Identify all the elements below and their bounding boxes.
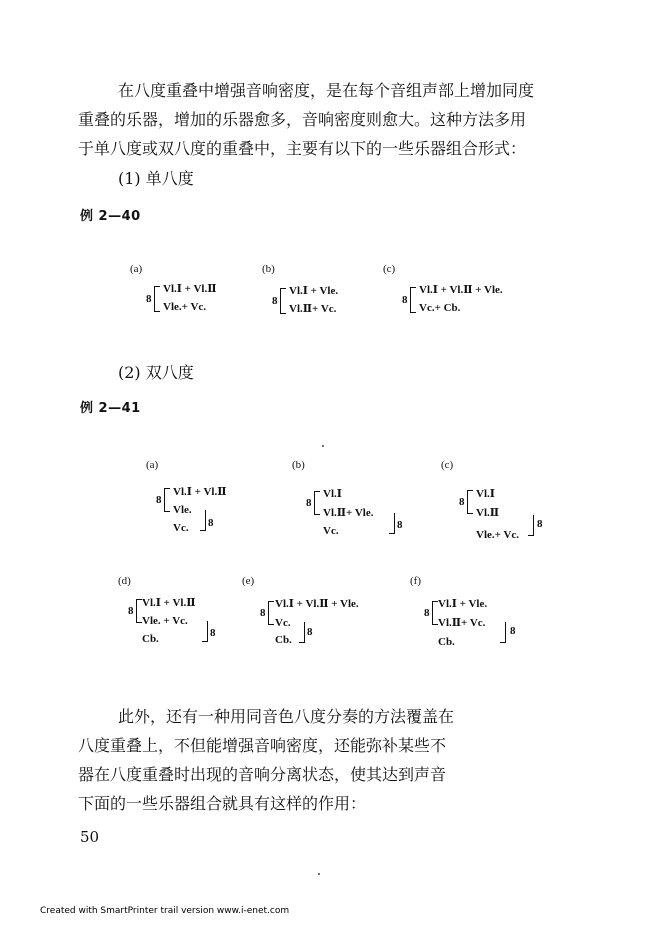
example-label-2-40: 例 2—40 xyxy=(80,209,141,224)
closing-line-1: 此外，还有一种用同音色八度分奏的方法覆盖在 xyxy=(118,707,455,726)
octave-mark: 8 xyxy=(272,295,278,307)
octave-mark: 8 xyxy=(146,293,152,305)
octave-mark: 8 xyxy=(210,627,216,639)
instrument-line: Vl.Ⅰ xyxy=(323,488,342,500)
bracket xyxy=(410,287,416,313)
bracket xyxy=(200,510,206,531)
example-tag: (a) xyxy=(146,459,159,471)
bracket xyxy=(528,515,534,536)
bracket xyxy=(314,491,320,515)
instrument-line: Vl.Ⅰ + Vl.Ⅱ + Vle. xyxy=(419,284,503,296)
bracket xyxy=(164,488,170,512)
octave-mark: 8 xyxy=(459,496,465,508)
instrument-line: Vc. xyxy=(323,525,339,537)
bracket xyxy=(154,286,160,312)
instrument-line: Vc.+ Cb. xyxy=(419,302,461,314)
octave-mark: 8 xyxy=(537,518,543,530)
page-number: 50 xyxy=(80,828,100,846)
intro-line-1: 在八度重叠中增强音响密度，是在每个音组声部上增加同度 xyxy=(118,81,535,100)
closing-line-3: 器在八度重叠时出现的音响分离状态，使其达到声音 xyxy=(78,765,447,784)
intro-line-2: 重叠的乐器，增加的乐器愈多，音响密度则愈大。这种方法多用 xyxy=(78,110,527,129)
instrument-line: Cb. xyxy=(142,633,159,645)
instrument-line: Cb. xyxy=(275,634,292,646)
octave-mark: 8 xyxy=(510,625,516,637)
bracket xyxy=(389,513,395,534)
instrument-line: Vl.Ⅱ+ Vle. xyxy=(323,507,374,519)
octave-mark: 8 xyxy=(156,494,162,506)
closing-paragraph xyxy=(78,702,518,818)
bracket xyxy=(299,622,305,643)
instrument-line: Vl.Ⅰ + Vle. xyxy=(289,285,339,297)
instrument-line: Vl.Ⅰ + Vl.Ⅱ xyxy=(163,283,217,295)
octave-mark: 8 xyxy=(260,607,266,619)
octave-mark: 8 xyxy=(424,607,430,619)
instrument-line: Vle.+ Vc. xyxy=(476,529,520,541)
example-tag: (c) xyxy=(441,459,454,471)
section-heading-single-octave: (1) 单八度 xyxy=(118,169,194,188)
section-heading-double-octave: (2) 双八度 xyxy=(118,363,194,382)
instrument-line: Vl.Ⅰ + Vle. xyxy=(438,598,488,610)
example-tag: (f) xyxy=(410,575,421,587)
instrument-line: Vl.Ⅰ + Vl.Ⅱ + Vle. xyxy=(275,598,359,610)
instrument-line: Vc. xyxy=(275,617,291,629)
example-tag: (b) xyxy=(292,459,305,471)
example-tag: (c) xyxy=(383,263,396,275)
instrument-line: Vc. xyxy=(173,522,189,534)
example-tag: (d) xyxy=(118,575,131,587)
bracket xyxy=(202,621,208,642)
closing-line-4: 下面的一些乐器组合就具有这样的作用： xyxy=(78,794,367,813)
instrument-line: Vle. + Vc. xyxy=(142,615,188,627)
bracket xyxy=(268,601,274,625)
example-tag: (b) xyxy=(262,263,275,275)
instrument-line: Vl.Ⅰ xyxy=(476,488,495,500)
bracket xyxy=(500,622,506,643)
bracket xyxy=(280,288,286,314)
bracket xyxy=(467,490,473,514)
example-tag: (a) xyxy=(130,263,143,275)
instrument-line: Cb. xyxy=(438,636,455,648)
octave-mark: 8 xyxy=(306,497,312,509)
instrument-line: Vl.Ⅰ + Vl.Ⅱ xyxy=(142,597,196,609)
octave-mark: 8 xyxy=(128,605,134,617)
scan-speck xyxy=(318,873,320,875)
instrument-line: Vle.+ Vc. xyxy=(163,301,207,313)
instrument-line: Vle. xyxy=(173,504,192,516)
octave-mark: 8 xyxy=(397,519,403,531)
octave-mark: 8 xyxy=(402,294,408,306)
octave-mark: 8 xyxy=(307,626,313,638)
example-tag: (e) xyxy=(242,575,255,587)
instrument-line: Vl.Ⅱ+ Vc. xyxy=(438,617,486,629)
example-label-2-41: 例 2—41 xyxy=(80,401,141,416)
instrument-line: Vl.Ⅰ + Vl.Ⅱ xyxy=(173,486,227,498)
closing-line-2: 八度重叠上，不但能增强音响密度，还能弥补某些不 xyxy=(78,736,447,755)
intro-line-3: 于单八度或双八度的重叠中，主要有以下的一些乐器组合形式： xyxy=(78,139,527,158)
intro-paragraph xyxy=(78,76,598,163)
footer-watermark: Created with SmartPrinter trail version www.i-enet.com xyxy=(40,906,290,916)
scan-speck xyxy=(322,445,324,447)
instrument-line: Vl.Ⅱ+ Vc. xyxy=(289,303,337,315)
octave-mark: 8 xyxy=(208,517,214,529)
instrument-line: Vl.Ⅱ xyxy=(476,507,500,519)
